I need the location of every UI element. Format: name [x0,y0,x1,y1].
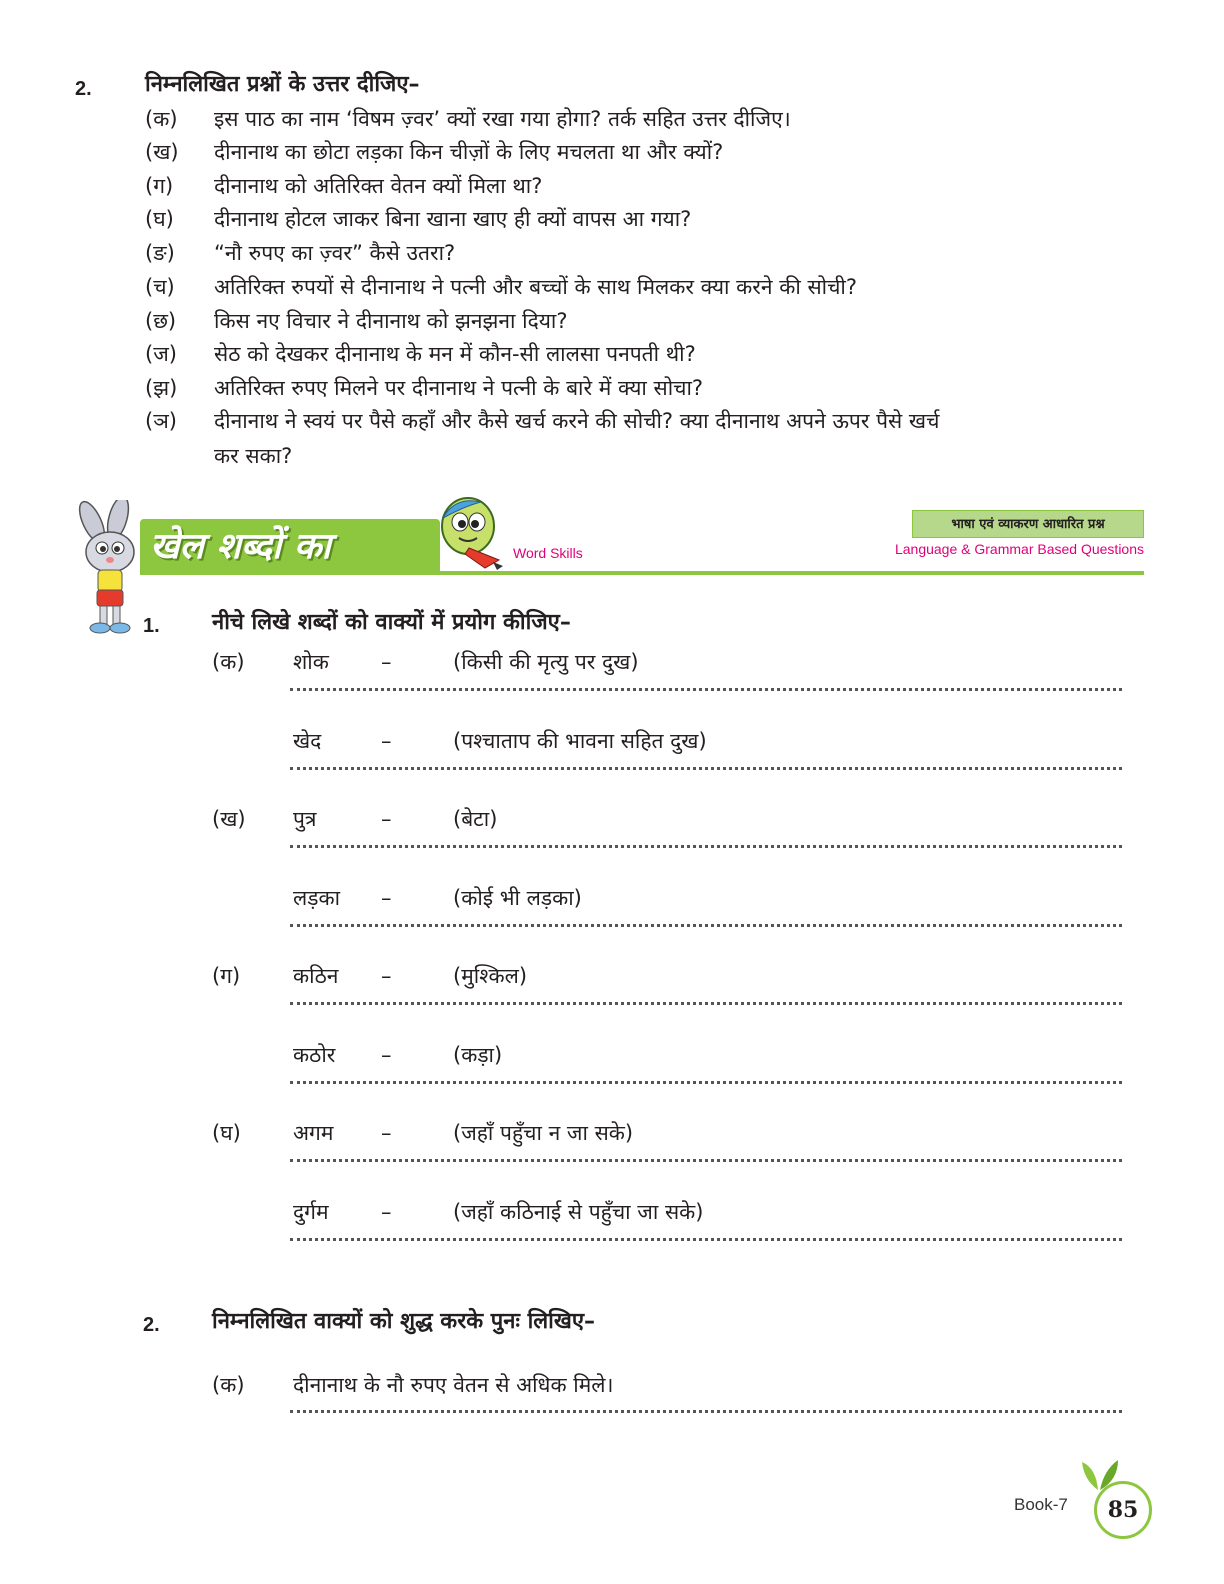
word-meaning: (जहाँ कठिनाई से पहुँचा जा सके) [453,1200,704,1224]
question-text: दीनानाथ होटल जाकर बिना खाना खाए ही क्यों वापस आ गया? [214,207,692,231]
word-dash: – [381,807,392,831]
word-dash: – [381,1121,392,1145]
rabbit-mascot-icon [70,500,150,635]
word-dash: – [381,964,392,988]
answer-line[interactable] [290,1410,1122,1413]
answer-line[interactable] [290,767,1122,770]
word-label: (क) [212,650,245,674]
question-number: 2. [143,1314,160,1336]
word: दुर्गम [293,1200,329,1224]
question-text: किस नए विचार ने दीनानाथ को झनझना दिया? [214,309,568,333]
word: अगम [293,1121,334,1145]
question-label: (घ) [145,207,174,231]
answer-line[interactable] [290,1081,1122,1084]
pencil-mascot-icon [435,492,505,572]
question-text: सेठ को देखकर दीनानाथ के मन में कौन-सी लालसा पनपती थी? [214,342,696,366]
question-label: (ञ) [145,409,177,433]
banner-subtitle: Word Skills [513,545,583,561]
sentence-label: (क) [212,1373,245,1397]
question-label: (ग) [145,174,174,198]
question-text-continued: कर सका? [214,444,293,468]
word-dash: – [381,650,392,674]
question-number: 1. [143,615,160,637]
word-dash: – [381,1043,392,1067]
question-heading: निम्नलिखित वाक्यों को शुद्ध करके पुनः लिखिए– [212,1309,596,1334]
question-text: दीनानाथ ने स्वयं पर पैसे कहाँ और कैसे खर्च करने की सोची? क्या दीनानाथ अपने ऊपर पैसे खर्च [214,409,940,433]
question-heading: निम्नलिखित प्रश्नों के उत्तर दीजिए– [145,72,420,97]
word-meaning: (कोई भी लड़का) [453,886,582,910]
word-meaning: (कड़ा) [453,1043,503,1067]
banner-underline [140,571,1144,575]
word-dash: – [381,729,392,753]
category-tag: भाषा एवं व्याकरण आधारित प्रश्न [912,510,1144,538]
word: खेद [293,729,322,753]
sentence-text: दीनानाथ के नौ रुपए वेतन से अधिक मिले। [293,1373,614,1397]
question-label: (च) [145,275,175,299]
word-meaning: (पश्चाताप की भावना सहित दुख) [453,729,707,753]
page-number: 85 [1094,1481,1152,1539]
question-label: (झ) [145,376,178,400]
word: पुत्र [293,807,317,831]
word: शोक [293,650,329,674]
question-label: (क) [145,107,178,131]
question-number: 2. [75,78,92,100]
question-text: अतिरिक्त रुपए मिलने पर दीनानाथ ने पत्नी के बारे में क्या सोचा? [214,376,704,400]
banner-title: खेल शब्दों का [150,526,331,567]
question-heading: नीचे लिखे शब्दों को वाक्यों में प्रयोग कीजिए– [212,610,571,635]
word-label: (ग) [212,964,241,988]
answer-line[interactable] [290,924,1122,927]
word-label: (घ) [212,1121,241,1145]
word: कठोर [293,1043,336,1067]
word-label: (ख) [212,807,246,831]
word: कठिन [293,964,339,988]
word-dash: – [381,1200,392,1224]
question-label: (ङ) [145,241,175,265]
book-label: Book-7 [1014,1495,1068,1514]
question-text: अतिरिक्त रुपयों से दीनानाथ ने पत्नी और बच्चों के साथ मिलकर क्या करने की सोची? [214,275,858,299]
question-text: दीनानाथ को अतिरिक्त वेतन क्यों मिला था? [214,174,543,198]
question-label: (छ) [145,309,177,333]
answer-line[interactable] [290,1238,1122,1241]
word-meaning: (किसी की मृत्यु पर दुख) [453,650,639,674]
question-label: (ज) [145,342,177,366]
word: लड़का [293,886,341,910]
word-meaning: (बेटा) [453,807,498,831]
answer-line[interactable] [290,845,1122,848]
answer-line[interactable] [290,688,1122,691]
word-meaning: (जहाँ पहुँचा न जा सके) [453,1121,634,1145]
word-dash: – [381,886,392,910]
question-text: इस पाठ का नाम ‘विषम ज़्वर’ क्यों रखा गया होगा? तर्क सहित उत्तर दीजिए। [214,107,791,131]
question-text: दीनानाथ का छोटा लड़का किन चीज़ों के लिए मचलता था और क्यों? [214,140,724,164]
answer-line[interactable] [290,1002,1122,1005]
word-meaning: (मुश्किल) [453,964,528,988]
question-label: (ख) [145,140,179,164]
answer-line[interactable] [290,1159,1122,1162]
question-text: “नौ रुपए का ज़्वर” कैसे उतरा? [214,241,456,265]
category-tag-english: Language & Grammar Based Questions [894,541,1144,557]
